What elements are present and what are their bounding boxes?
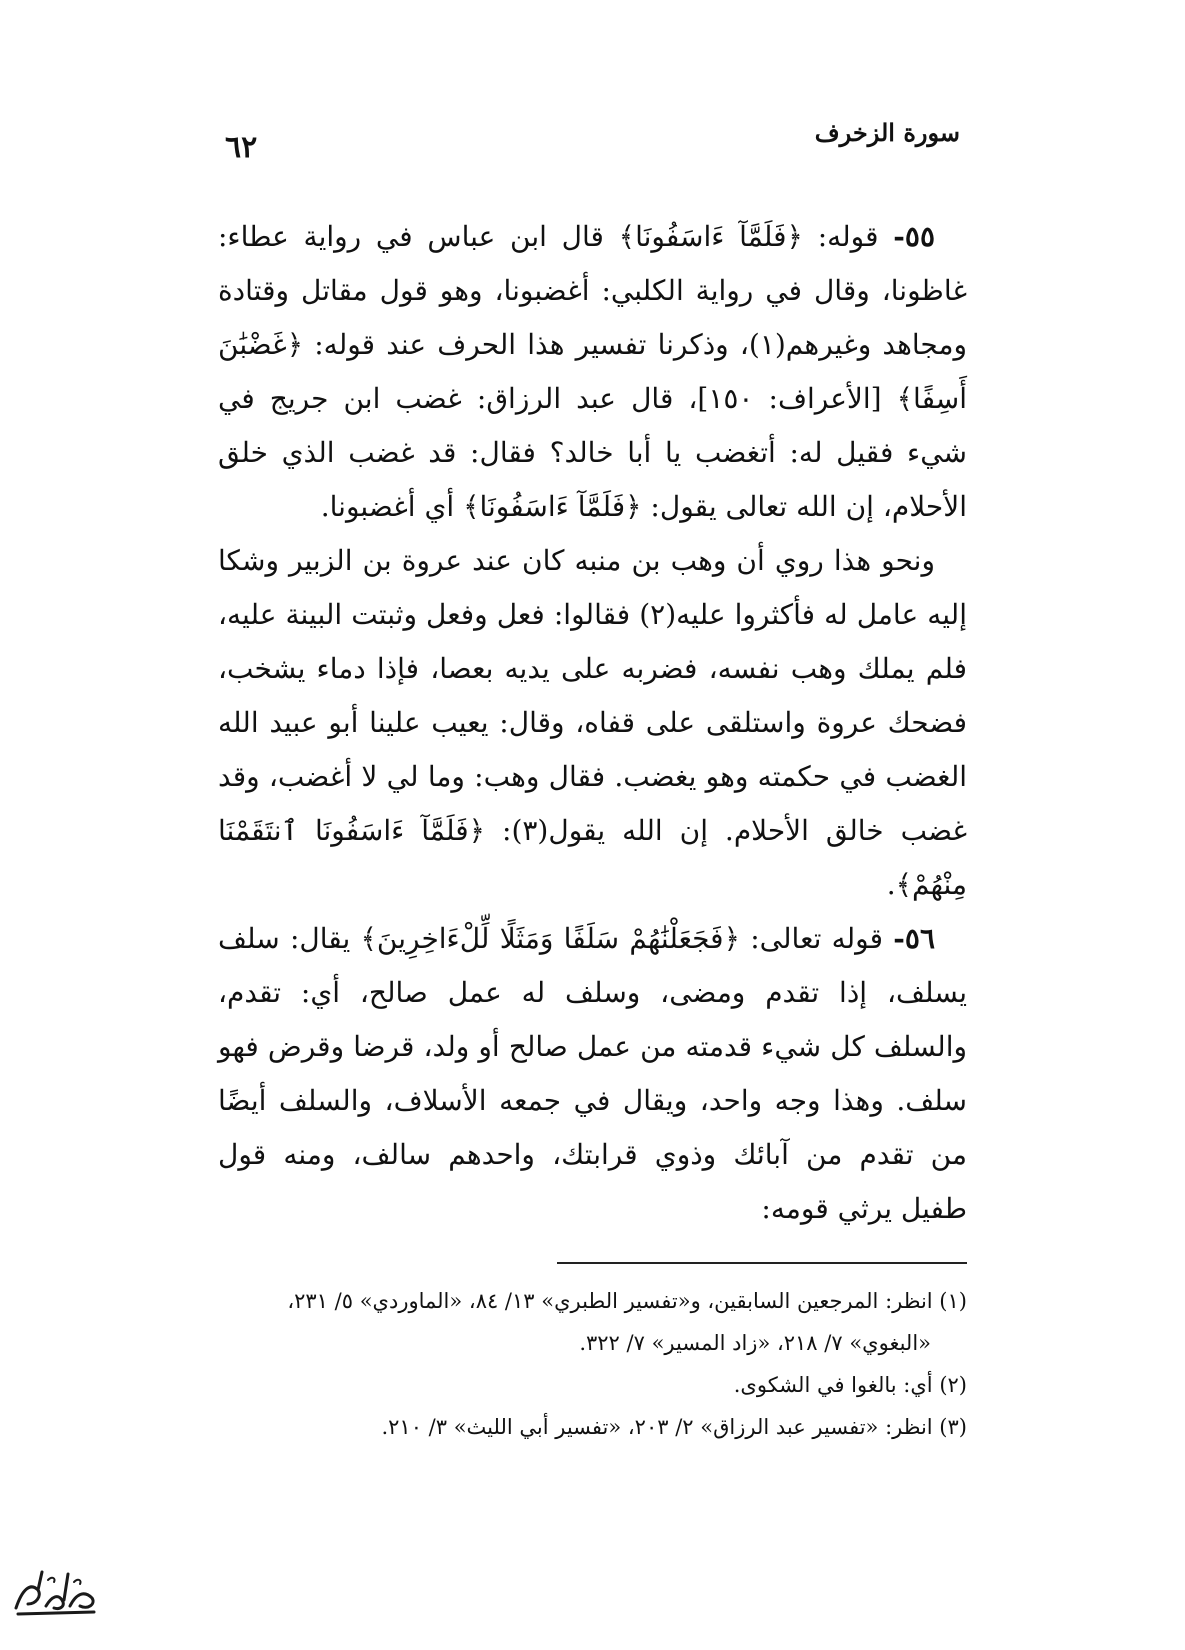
- paragraph-55: [218, 210, 967, 534]
- paragraph-text: قوله تعالى: ﴿فَجَعَلْنَٰهُمْ سَلَفًا وَمَثَلًا لِّلْءَاخِرِينَ﴾ يقال: سلف يسلف، إذا تقدم ومضى، وسلف له عمل صالح، أي: تقدم، والسلف كل شيء قدمته من عمل صالح أو ولد، قرضا وقرض فهو سلف. وهذا وجه واحد، ويقال في جمعه الأسلاف، والسلف أيضًا من تقدم من آبائك وذوي قرابتك، واحدهم سالف، ومنه قول طفيل يرثي قومه:: [218, 922, 967, 1225]
- footnote-3: [218, 1406, 967, 1448]
- footnote-1: [218, 1280, 967, 1322]
- main-text: [218, 210, 967, 1236]
- footnote-text: (٣) انظر: «تفسير عبد الرزاق» ٢/ ٢٠٣، «تفسير أبي الليث» ٣/ ٢١٠.: [381, 1415, 967, 1439]
- paragraph-text: ونحو هذا روي أن وهب بن منبه كان عند عروة بن الزبير وشكا إليه عامل له فأكثروا عليه(٢) فقالوا: فعل وفعل وثبتت البينة عليه، فلم يملك وهب نفسه، فضربه على يديه بعصا، فإذا دماء يشخب، فضحك عروة واستلقى على قفاه، وقال: يعيب علينا أبو عبيد الله الغضب في حكمته وهو يغضب. فقال وهب: وما لي لا أغضب، وقد غضب خالق الأحلام. إن الله يقول(٣): ﴿فَلَمَّآ ءَاسَفُونَا ٱنتَقَمْنَا مِنْهُمْ﴾.: [218, 544, 967, 901]
- footnote-2: [218, 1364, 967, 1406]
- page-number: ٦٢: [225, 130, 258, 165]
- verse-number: ٥٥-: [893, 220, 935, 253]
- paragraph-56: [218, 912, 967, 1236]
- footnote-text: (٢) أي: بالغوا في الشكوى.: [733, 1373, 967, 1397]
- page-header: [225, 118, 960, 168]
- footnote-1-continued: [218, 1322, 967, 1364]
- verse-number: ٥٦-: [893, 922, 935, 955]
- footnote-divider: [557, 1262, 967, 1264]
- footnotes: [218, 1280, 967, 1448]
- running-title: سورة الزخرف: [814, 118, 960, 147]
- paragraph-text: قوله: ﴿فَلَمَّآ ءَاسَفُونَا﴾ قال ابن عباس في رواية عطاء: غاظونا، وقال في رواية الكلبي: أغضبونا، وهو قول مقاتل وقتادة ومجاهد وغيرهم(١)، وذكرنا تفسير هذا الحرف عند قوله: ﴿غَضْبَٰنَ أَسِفًا﴾ [الأعراف: ١٥٠]، قال عبد الرزاق: غضب ابن جريج في شيء فقيل له: أتغضب يا أبا خالد؟ فقال: قد غضب الذي خلق الأحلام، إن الله تعالى يقول: ﴿فَلَمَّآ ءَاسَفُونَا﴾ أي أغضبونا.: [218, 220, 967, 523]
- footnote-text: «البغوي» ٧/ ٢١٨، «زاد المسير» ٧/ ٣٢٢.: [579, 1331, 931, 1355]
- publisher-logo-icon: [8, 1560, 100, 1622]
- paragraph-wahb: [218, 534, 967, 912]
- footnote-text: (١) انظر: المرجعين السابقين، و«تفسير الطبري» ١٣/ ٨٤، «الماوردي» ٥/ ٢٣١،: [287, 1289, 967, 1313]
